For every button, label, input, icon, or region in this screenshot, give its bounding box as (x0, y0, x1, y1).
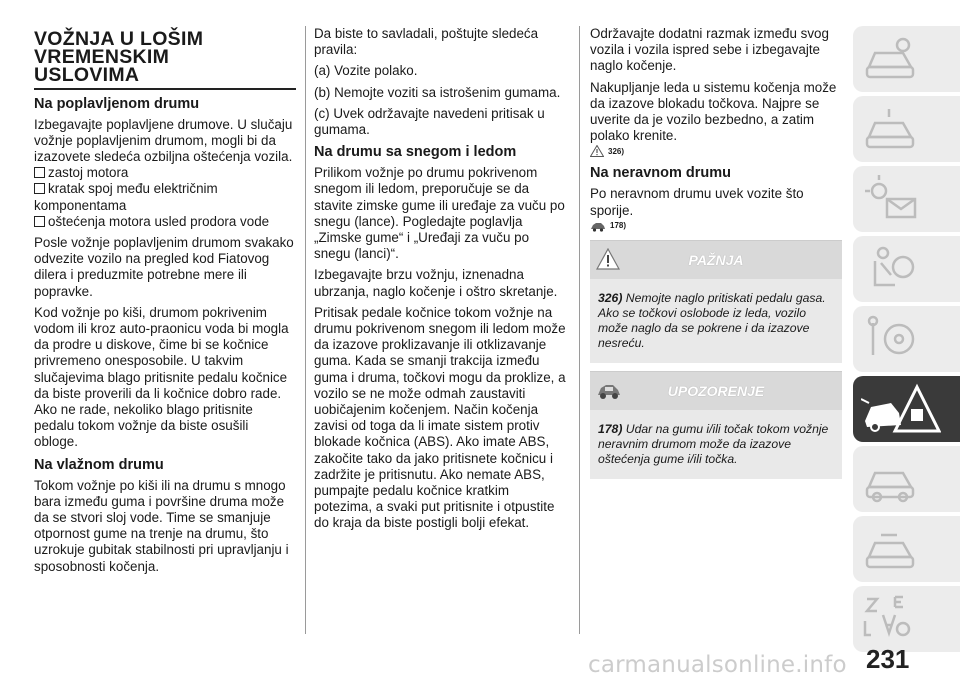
bullet-item: oštećenja motora usled prodora vode (34, 214, 296, 230)
tab-safety[interactable] (853, 236, 960, 302)
reference-326: 326) (590, 145, 842, 157)
column-divider (579, 26, 580, 634)
warning-box-header: PAŽNJA (590, 240, 842, 279)
checkbox-bullet-icon (34, 183, 45, 194)
car-warning-icon (861, 381, 941, 437)
paragraph-snow-tires: Prilikom vožnje po drumu pokrivenom snegom ili ledom, preporučuje se da stavite zimske gume ili uređaje za vuču po snegu (lance). Pogledajte poglavlja „Zimske gume“ i „Uređaji za vuču po snegu (lanci)“. (314, 165, 565, 262)
bullet-item: zastoj motora (34, 165, 296, 181)
warning-box (590, 240, 842, 363)
tab-emergency[interactable] (853, 376, 960, 442)
heading-rough-road: Na neravnom drumu (590, 165, 731, 182)
column-middle (314, 26, 568, 537)
paragraph-rough-road: Po neravnom drumu uvek vozite što sporije. (590, 186, 804, 218)
tab-maintenance[interactable] (853, 446, 960, 512)
car-service-icon (861, 451, 921, 507)
warning-box-body: 326) Nemojte naglo pritiskati pedalu gasa. Ako se točkovi oslobode iz leda, vozilo može naglo da se pokrene i da izazove nesreću. (598, 290, 826, 350)
tab-index[interactable] (853, 586, 960, 652)
rule-a: (a) Vozite polako. (314, 63, 418, 79)
caution-box-body: 178) Udar na gumu i/ili točak tokom vožnje neravnim drumom može da izazove oštećenja gume i/ili točka. (598, 421, 829, 466)
bullet-item: kratak spoj među električnim komponentama (34, 181, 218, 213)
reference-178: 178) (590, 220, 842, 232)
heading-flooded-road: Na poplavljenom drumu (34, 95, 200, 112)
car-specs-icon (861, 521, 921, 577)
rule-c: (c) Uvek održavajte navedeni pritisak u gumama. (314, 105, 545, 138)
column-divider (305, 26, 306, 634)
car-damage-icon (590, 220, 606, 232)
tab-car-info[interactable] (853, 96, 960, 162)
warning-triangle-icon (596, 248, 620, 270)
caution-box-header: UPOZORENJE (590, 371, 842, 410)
paragraph-flood-brakes: Kod vožnje po kiši, drumom pokrivenim vodom ili kroz auto-praonicu voda bi mogla da prodre u diskove, čime bi se kočnice privremeno onesposobile. U takvim slučajevima blago pritisnite pedalu kočnice da biste proverili da li kočnice dobro rade. Ako ne rade, nekoliko blago pritisnite pedalu tokom vožnje da biste osušili obloge. (34, 304, 289, 450)
paragraph-rules-intro: Da biste to savladali, poštujte sledeća pravila: (314, 26, 539, 58)
warning-triangle-icon (590, 145, 604, 157)
column-left (34, 26, 296, 580)
alphabet-index-icon (861, 591, 921, 647)
tab-lights[interactable] (853, 166, 960, 232)
rule-b: (b) Nemojte voziti sa istrošenim gumama. (314, 84, 561, 100)
title-underline (34, 88, 296, 90)
paragraph-distance: Održavajte dodatni razmak između svog vozila i vozila ispred sebe i izbegavajte naglo kočenje. (590, 26, 829, 74)
paragraph-flood-service: Posle vožnje poplavljenim drumom svakako odvezite vozilo na pregled kod Fiatovog dilera i preduzmite potrebne mere ili popravke. (34, 234, 294, 299)
car-info-icon (861, 101, 921, 157)
paragraph-wet-road: Tokom vožnje po kiši ili na drumu s mnogo bara između guma i površine druma može da se stvori sloj vode. Time se smanjuje otpornost gume na trenje na drumu, što uzrokuje gubitak stabilnosti pri upravljanju i sposobnosti kočenja. (34, 477, 289, 574)
car-dashboard-icon (861, 31, 921, 87)
paragraph-ice-lock: Nakupljanje leda u sistemu kočenja može da izazove blokadu točkova. Najpre se uverite da je vozilo bezbedno, a zatim polako krenite. (590, 79, 837, 144)
heading-snow-ice: Na drumu sa snegom i ledom (314, 144, 517, 161)
paragraph-snow-avoid: Izbegavajte brzu vožnju, iznenadna ubrzanja, naglo kočenje i oštro skretanje. (314, 267, 558, 299)
chapter-tabs (853, 26, 960, 656)
car-damage-icon (596, 379, 622, 401)
column-right (590, 26, 842, 479)
tab-technical-data[interactable] (853, 516, 960, 582)
airbag-seat-icon (861, 241, 921, 297)
checkbox-bullet-icon (34, 216, 45, 227)
heading-wet-road: Na vlažnom drumu (34, 456, 164, 473)
section-title: VOŽNJA U LOŠIM VREMENSKIM USLOVIMA (34, 28, 204, 86)
checkbox-bullet-icon (34, 167, 45, 178)
caution-box (590, 371, 842, 479)
watermark: carmanualsonline.info (588, 652, 847, 678)
tab-dashboard[interactable] (853, 26, 960, 92)
page-number: 231 (866, 644, 910, 674)
paragraph-snow-braking: Pritisak pedale kočnice tokom vožnje na drumu pokrivenom snegom ili ledom može da izazove proklizavanje ili otklizavanje guma. Kada se smanji trakcija između guma i druma, točkovi mogu da proklize, a vozilo se ne može odmah zaustaviti uobičajenim kočenjem. Način kočenja zavisi od toga da li imate sistem protiv blokade kočnica (ABS). Ako imate ABS, zakočite tako da jako pritisnete kočnicu i zadržite je pritisnutu. Ako nemate ABS, pumpajte pedalu kočnice kratkim potezima, a svaki put pritisnite i otpustite do kraja da biste postigli bolji efekat. (314, 304, 566, 531)
lights-mail-icon (861, 171, 921, 227)
tab-starting-driving[interactable] (853, 306, 960, 372)
paragraph-flood-intro: Izbegavajte poplavljene drumove. U slučaju vožnje poplavljenim drumom, mogli bi da izazovete sledeća ozbiljna oštećenja vozila. (34, 116, 293, 164)
key-steering-icon (861, 311, 921, 367)
